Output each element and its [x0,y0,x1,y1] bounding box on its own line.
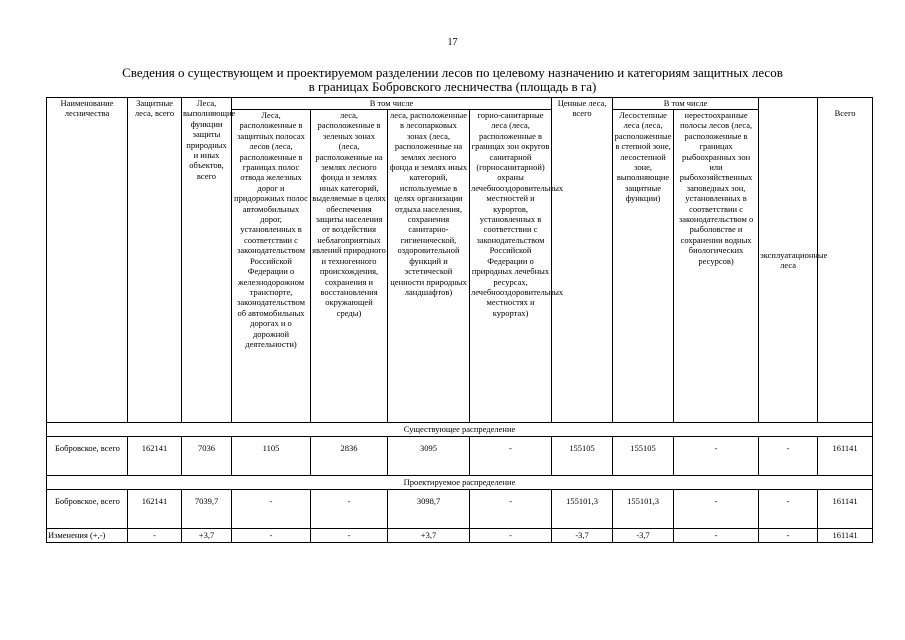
header-exploitation: эксплуатационные леса [759,98,818,423]
page-number: 17 [447,37,458,48]
header-transport-strips: Леса, расположенные в защитных полосах лесов (леса, расположенные в границах полос отвода железных дорог и придорожных полос автомобильных дорог, установленных в соответствии с законодательством Российской Федерации о железнодорожном транспорте, законодательством об автомобильных дорогах и о дорожной деятельности) [232,110,311,423]
cell: 161141 [818,529,873,543]
cell: 161141 [818,490,873,529]
cell: 155101,3 [613,490,674,529]
header-functions: Леса, выполняющие функции защиты природных и иных объектов, всего [182,98,232,423]
cell: - [759,490,818,529]
cell: - [759,529,818,543]
document-title [0,66,905,94]
section-projected: Проектируемое распределение [47,476,873,490]
cell: 1105 [232,437,311,476]
header-green-zones: леса, расположенные в зеленых зонах (леса, расположенные на землях лесного фонда и землях иных категорий, выделяемые в целях обеспечения защиты населения от воздействия неблагоприятных явлений природного и техногенного происхождения, сохранения и восстановления окружающей среды) [311,110,388,423]
cell: - [470,529,552,543]
cell: -3,7 [552,529,613,543]
cell: - [311,529,388,543]
cell: 2836 [311,437,388,476]
forest-distribution-table [46,97,873,543]
header-group-2: В том числе [613,98,759,110]
section-projected-row [47,476,873,490]
cell: - [470,490,552,529]
row-existing-name: Бобровское, всего [47,437,128,476]
header-forest-parks: леса, расположенные в лесопарковых зонах (леса, расположенные на землях лесного фонда и землях иных категорий, используемые в целях организации отдыха населения, сохранения санитарно-гигиенической, оздоровительной функций и эстетической ценности природных ландшафтов) [388,110,470,423]
row-changes-name: Изменения (+,-) [47,529,128,543]
cell: 162141 [128,437,182,476]
cell: 162141 [128,490,182,529]
cell: - [128,529,182,543]
cell: +3,7 [388,529,470,543]
cell: - [674,437,759,476]
header-total: Всего [818,98,873,423]
cell: 3095 [388,437,470,476]
row-projected-name: Бобровское, всего [47,490,128,529]
cell: - [232,529,311,543]
cell: - [470,437,552,476]
cell: - [759,437,818,476]
header-row-1 [47,98,873,110]
cell: - [232,490,311,529]
title-line-2: в границах Бобровского лесничества (площадь в га) [308,79,597,94]
cell: 155101,3 [552,490,613,529]
header-name: Наименование лесничества [47,98,128,423]
cell: 161141 [818,437,873,476]
header-valuable-total: Ценные леса, всего [552,98,613,423]
table-row [47,437,873,476]
cell: +3,7 [182,529,232,543]
cell: 7039,7 [182,490,232,529]
cell: 7036 [182,437,232,476]
cell: - [674,529,759,543]
cell: - [674,490,759,529]
header-protective-total: Защитные леса, всего [128,98,182,423]
cell: 3098,7 [388,490,470,529]
title-line-1: Сведения о существующем и проектируемом разделении лесов по целевому назначению и категориям защитных лесов [122,65,783,80]
cell: 155105 [613,437,674,476]
header-group-1: В том числе [232,98,552,110]
section-existing-row [47,423,873,437]
cell: - [311,490,388,529]
header-spawning: нерестоохранные полосы лесов (леса, расположенные в границах рыбоохранных зон или рыбохозяйственных заповедных зон, установленных в соответствии с законодательством о рыболовстве и сохранении водных биологических ресурсов) [674,110,759,423]
section-existing: Существующее распределение [47,423,873,437]
cell: -3,7 [613,529,674,543]
table-row [47,490,873,529]
header-sanitary: горно-санитарные леса (леса, расположенные в границах зон округов санитарной (горносанитарной) охраны лечебнооздоровительных местностей и курортов, установленных в соответствии с законодательством Российской Федерации о природных лечебных ресурсах, лечебнооздоровительных местностях и курортах) [470,110,552,423]
cell: 155105 [552,437,613,476]
header-steppe: Лесостепные леса (леса, расположенные в степной зоне, лесостепной зоне, выполняющие защитные функции) [613,110,674,423]
table-row [47,529,873,543]
